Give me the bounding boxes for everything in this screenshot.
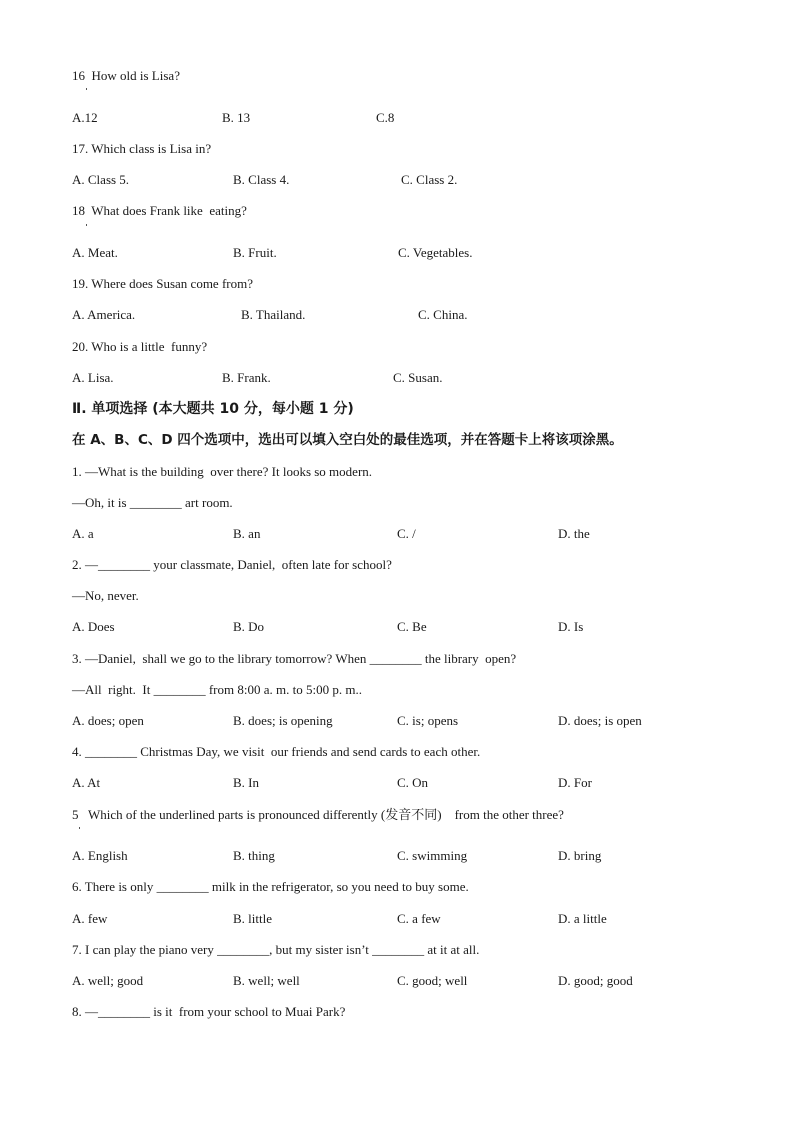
question-17: 17. Which class is Lisa in? bbox=[72, 141, 212, 156]
question-16: 16 How old is Lisa? bbox=[72, 68, 180, 83]
q5-option-b: B. thing bbox=[233, 848, 275, 863]
q20-option-c: C. Susan. bbox=[393, 370, 443, 385]
question-5: 5 Which of the underlined parts is pronounced differently (发音不同) from the other three? bbox=[72, 807, 564, 822]
q3-option-d: D. does; is open bbox=[558, 713, 642, 728]
q1-option-b: B. an bbox=[233, 526, 261, 541]
mark-dot bbox=[79, 827, 80, 829]
q2-option-b: B. Do bbox=[233, 619, 265, 634]
question-2-reply: —No, never. bbox=[72, 588, 139, 603]
q5-option-c: C. swimming bbox=[397, 848, 468, 863]
question-1: 1. —What is the building over there? It looks so modern. bbox=[72, 464, 373, 479]
q17-option-c: C. Class 2. bbox=[401, 172, 458, 187]
q16-option-a: A.12 bbox=[72, 110, 98, 125]
q18-option-b: B. Fruit. bbox=[233, 245, 277, 260]
q3-option-b: B. does; is opening bbox=[233, 713, 333, 728]
q16-option-c: C.8 bbox=[376, 110, 395, 125]
mark-dot bbox=[86, 224, 87, 226]
q4-option-c: C. On bbox=[397, 775, 429, 790]
question-7: 7. I can play the piano very ________, but my sister isn’t ________ at it at all. bbox=[72, 942, 480, 957]
q20-option-b: B. Frank. bbox=[222, 370, 271, 385]
q7-option-d: D. good; good bbox=[558, 973, 633, 988]
q19-option-b: B. Thailand. bbox=[241, 307, 306, 322]
q5-option-a: A. English bbox=[72, 848, 128, 863]
question-19: 19. Where does Susan come from? bbox=[72, 276, 253, 291]
q6-option-c: C. a few bbox=[397, 911, 441, 926]
q17-option-a: A. Class 5. bbox=[72, 172, 130, 187]
q2-option-a: A. Does bbox=[72, 619, 115, 634]
question-3-reply: —All right. It ________ from 8:00 a. m. to 5:00 p. m.. bbox=[72, 682, 362, 697]
q4-option-a: A. At bbox=[72, 775, 101, 790]
q6-option-a: A. few bbox=[72, 911, 108, 926]
q3-option-c: C. is; opens bbox=[397, 713, 459, 728]
question-8: 8. —________ is it from your school to Muai Park? bbox=[72, 1004, 346, 1019]
q6-option-d: D. a little bbox=[558, 911, 607, 926]
q19-option-c: C. China. bbox=[418, 307, 468, 322]
question-1-reply: —Oh, it is ________ art room. bbox=[72, 495, 233, 510]
q5-option-d: D. bring bbox=[558, 848, 602, 863]
q1-option-a: A. a bbox=[72, 526, 94, 541]
q1-option-d: D. the bbox=[558, 526, 590, 541]
q16-option-b: B. 13 bbox=[222, 110, 251, 125]
q7-option-b: B. well; well bbox=[233, 973, 300, 988]
q2-option-d: D. Is bbox=[558, 619, 584, 634]
q7-option-a: A. well; good bbox=[72, 973, 144, 988]
section-heading: Ⅱ. 单项选择 (本大题共 10 分，每小题 1 分) bbox=[72, 401, 354, 417]
q4-option-d: D. For bbox=[558, 775, 592, 790]
q17-option-b: B. Class 4. bbox=[233, 172, 290, 187]
q6-option-b: B. little bbox=[233, 911, 272, 926]
question-6: 6. There is only ________ milk in the refrigerator, so you need to buy some. bbox=[72, 879, 469, 894]
q19-option-a: A. America. bbox=[72, 307, 136, 322]
q7-option-c: C. good; well bbox=[397, 973, 468, 988]
mark-dot bbox=[86, 88, 87, 90]
section-instruction: 在 A、B、C、D 四个选项中，选出可以填入空白处的最佳选项，并在答题卡上将该项涂黑。 bbox=[72, 432, 623, 448]
q20-option-a: A. Lisa. bbox=[72, 370, 114, 385]
question-2: 2. —________ your classmate, Daniel, often late for school? bbox=[72, 557, 392, 572]
q1-option-c: C. / bbox=[397, 526, 416, 541]
q3-option-a: A. does; open bbox=[72, 713, 144, 728]
question-3: 3. —Daniel, shall we go to the library tomorrow? When ________ the library open? bbox=[72, 651, 517, 666]
question-4: 4. ________ Christmas Day, we visit our friends and send cards to each other. bbox=[72, 744, 481, 759]
q18-option-a: A. Meat. bbox=[72, 245, 118, 260]
q4-option-b: B. In bbox=[233, 775, 259, 790]
q2-option-c: C. Be bbox=[397, 619, 427, 634]
question-20: 20. Who is a little funny? bbox=[72, 339, 208, 354]
question-18: 18 What does Frank like eating? bbox=[72, 203, 247, 218]
q18-option-c: C. Vegetables. bbox=[398, 245, 473, 260]
